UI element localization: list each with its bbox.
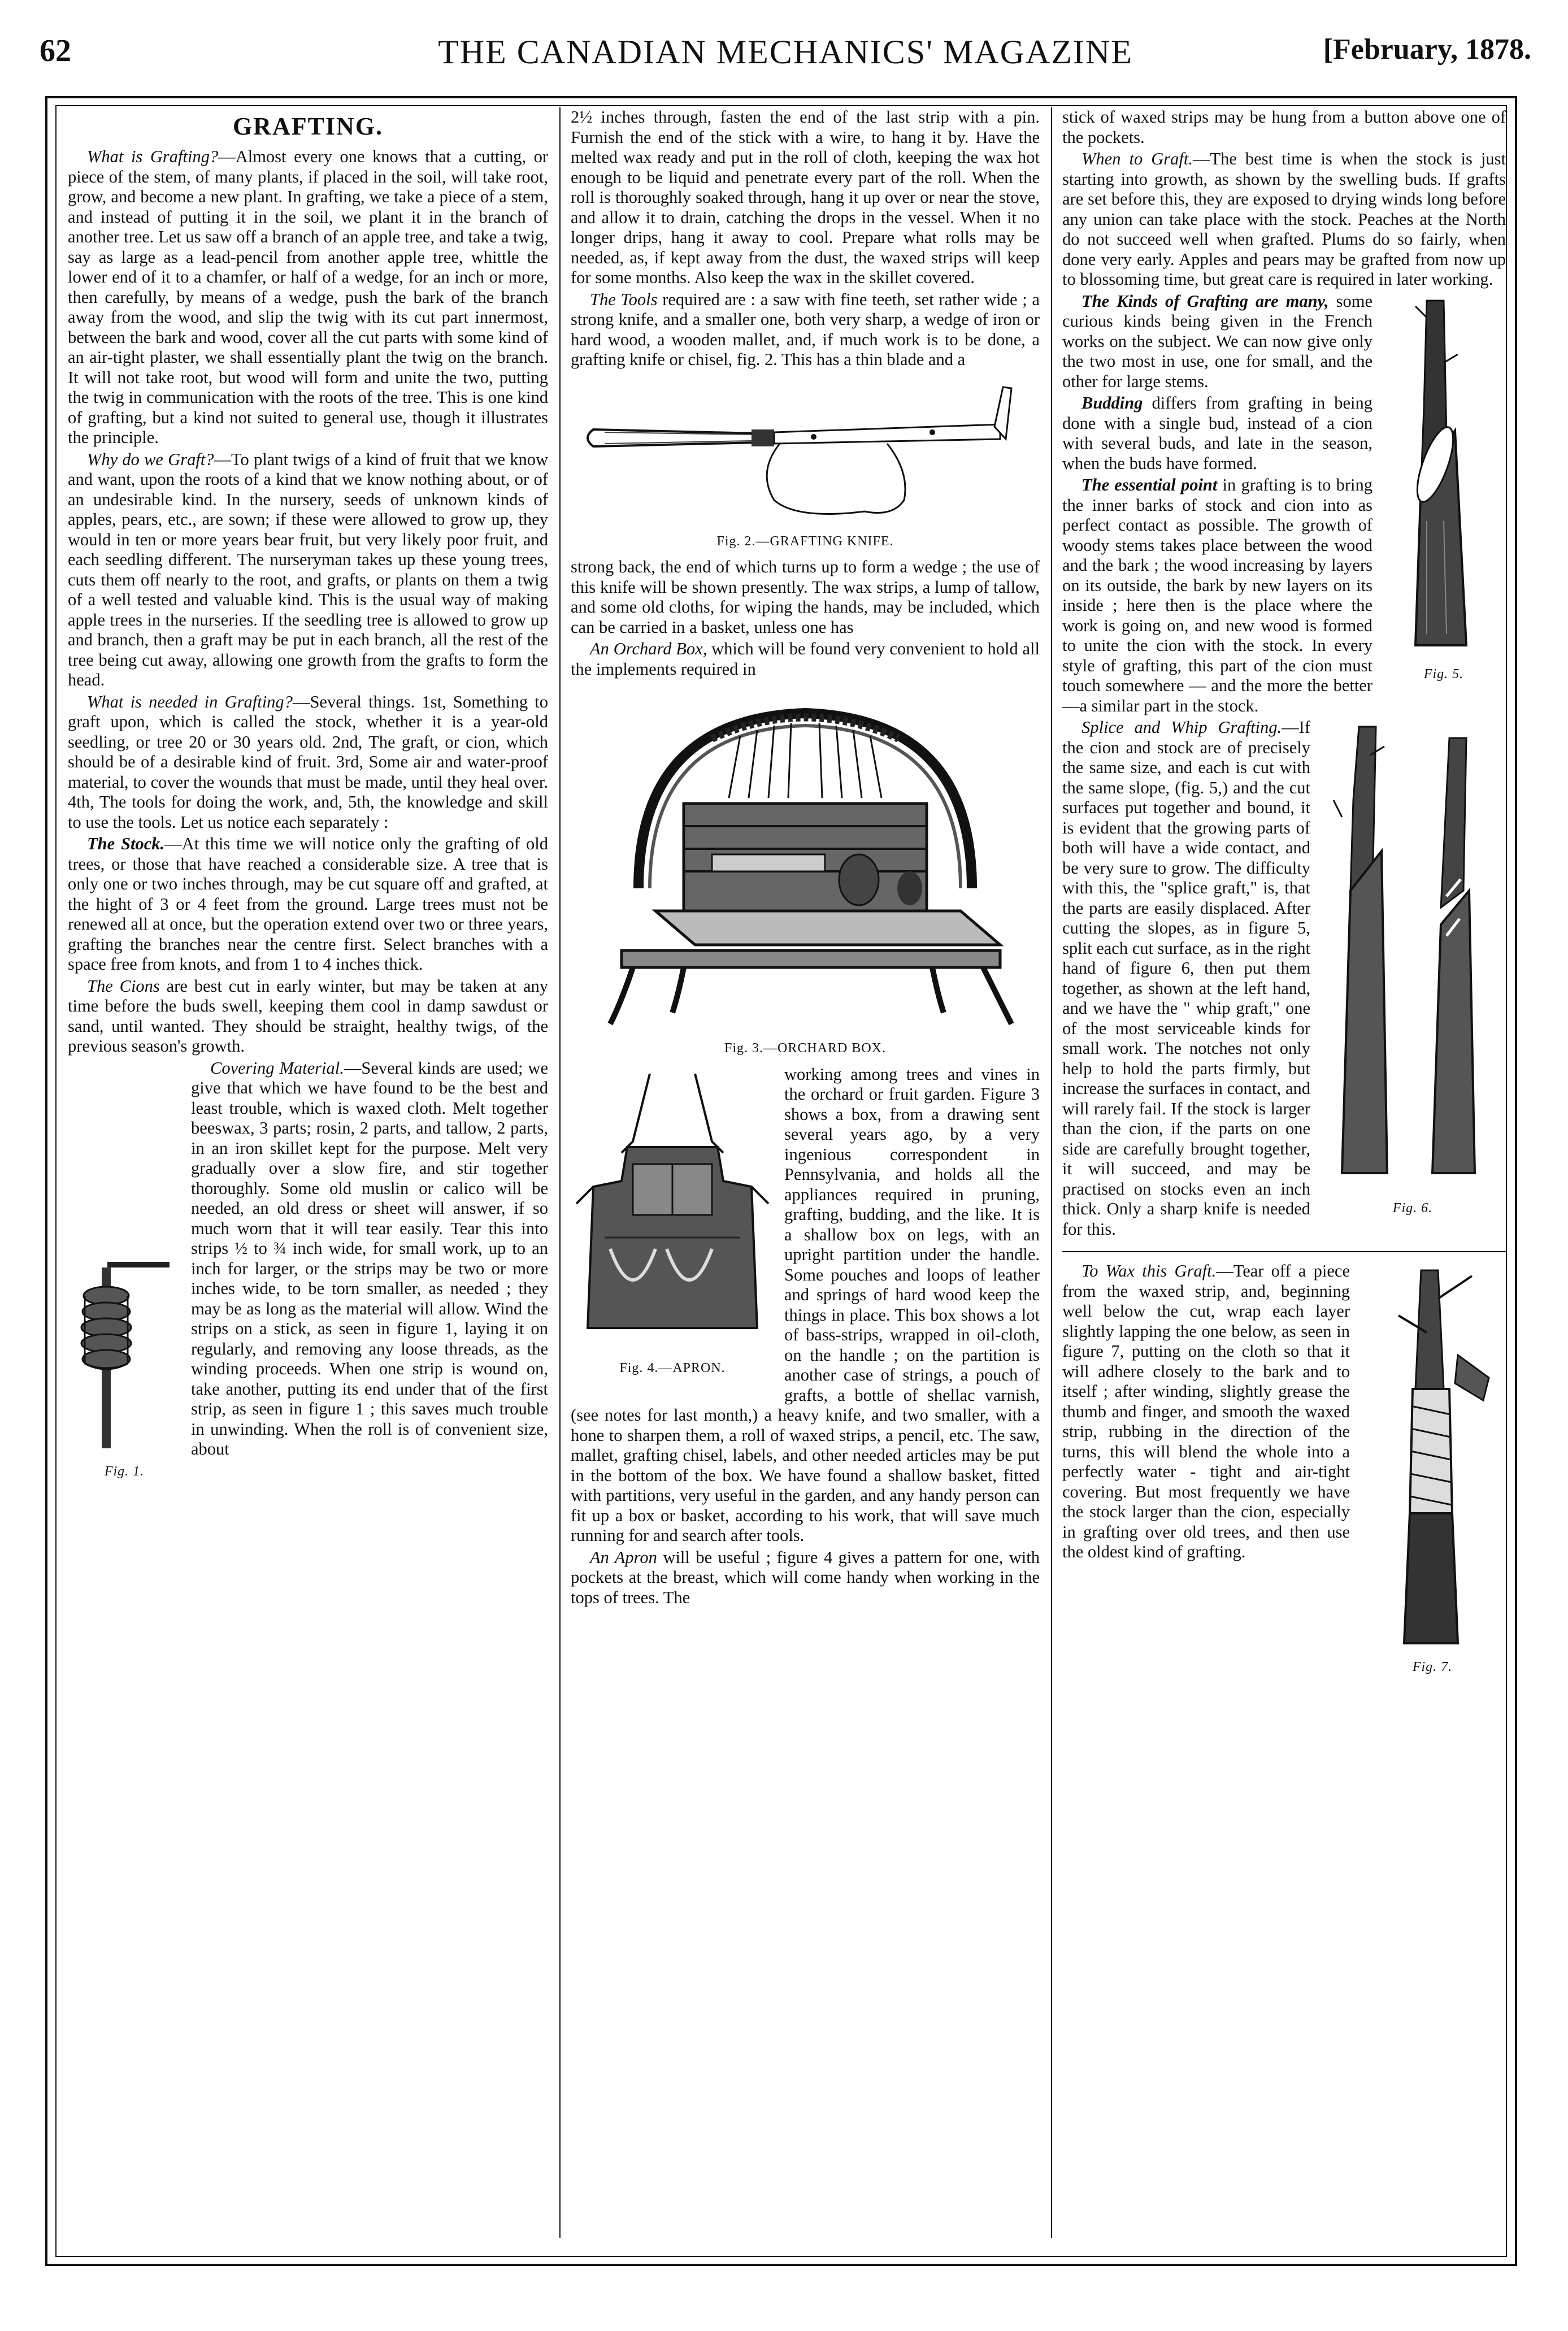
figure-5 xyxy=(1382,295,1506,691)
paragraph: The Kinds of Grafting are many, some curious kinds being given in the French works on the subject. We can now give only the two most in use, one for small, and the other for large stems. xyxy=(1062,291,1372,391)
article-heading: GRAFTING. xyxy=(232,112,384,140)
waxed-strip-roll-illustration xyxy=(68,1251,181,1454)
paragraph: What is Grafting?—Almost every one knows that a cutting, or piece of the stem, of many plants, if placed in the soil, will take root, grow, and become a new plant. In grafting, we take a piece of a stem, and instead of putting it in the soil, we plant it in the branch of another tree. Let us saw off a branch of an apple tree, and take a twig, say as large as a lead-pencil from another apple tree, whittle the lower end of it to a chamfer, or half of a wedge, for an inch or more, then carefully, by means of a wedge, push the bark of the branch away from the wood, and slip the twig with its cut part innermost, between the bark and wood, cover all the cut parts with some kind of an air-tight plaster, we shall essentially plant the twig on the branch. It will not take root, but wood will form and unite the two, putting the twig in communication with the roots of the tree. This is one kind of grafting, but a kind not suited to general use, though it illustrates the principle. xyxy=(68,147,548,447)
page-number: 62 xyxy=(40,33,71,68)
column-2 xyxy=(571,107,1040,2243)
paragraph: What is needed in Grafting?—Several things. 1st, Something to graft upon, which is called the stock, whether it is a year-old seedling, or tree 20 or 30 years old. 2nd, The graft, or cion, which should be of a desirable kind of fruit. 3rd, Some air and water-proof material, to cover the wounds that must be made, until they heal over. 4th, The tools for doing the work, and, 5th, the knowledge and skill to use the tools. Let us notice each separately : xyxy=(68,692,548,832)
paragraph: When to Graft.—The best time is when the stock is just starting into growth, as shown by the swelling buds. If grafts are set before this, they are exposed to drying winds long before any union can take place with the stock. Peaches at the North do not succeed well when grafted. Plums do so fairly, when done very early. Apples and pears may be grafted from now up to blossoming time, but great care is required in later working. xyxy=(1062,149,1506,289)
orchard-box-illustration xyxy=(571,685,1040,1035)
issue-date: [February, 1878. xyxy=(1323,33,1531,66)
column-divider xyxy=(1051,107,1052,2238)
paragraph: working among trees and vines in the orchard or fruit garden. Figure 3 shows a box, from a drawing sent several years ago, by a very ingenious correspondent in Pennsylvania, and holds all the appliances required in pruning, grafting, budding, and the like. It is a shallow box on legs, with an upright partition under the handle. Some pouches and loops of leather and springs of hard wood keep the things in place. This box shows a lot of bass-strips, wrapped in oil-cloth, on the handle ; on the partition is another case of strings, a pouch of grafts, a bottle of shellac varnish, (see notes for last month,) a heavy knife, and two smaller, with a hone to sharpen them, a roll of waxed strips, a pencil, etc. The saw, mallet, grafting chisel, labels, and other needed articles may be put in the bottom of the box. We have found a shallow basket, fitted with partitions, very useful in the garden, and any handy person can fit up a box or basket, according to his work, that will save much running for and search after tools. xyxy=(571,1064,1040,1545)
paragraph: To Wax this Graft.—Tear off a piece from the waxed strip, and, beginning well below the cut, wrap each layer slightly lapping the one below, as seen in figure 7, putting on the cloth so that it will adhere closely to the bark and to itself ; after winding, slightly grease the thumb and finger, and smooth the waxed strip, rubbing in the direction of the turns, this will blend the whole into a perfectly water - tight and air-tight covering. But most frequently we have the stock larger than the cion, especially in grafting over old trees, and then use the oldest kind of grafting. xyxy=(1062,1261,1350,1561)
figure-7-caption: Fig. 7. xyxy=(1412,1659,1453,1674)
magazine-title: THE CANADIAN MECHANICS' MAGAZINE xyxy=(438,33,1133,71)
figure-6-caption: Fig. 6. xyxy=(1392,1200,1433,1216)
running-head xyxy=(40,33,1531,78)
apron-illustration xyxy=(571,1068,774,1351)
figure-3-caption: Fig. 3.—ORCHARD BOX. xyxy=(724,1041,887,1056)
column-divider xyxy=(559,107,561,2238)
section-rule xyxy=(1062,1251,1506,1252)
figure-4 xyxy=(571,1068,774,1384)
figure-2-caption: Fig. 2.—GRAFTING KNIFE. xyxy=(716,533,894,549)
paragraph: Budding differs from grafting in being done with a single bud, instead of a cion with several buds, and late in the season, when the buds have formed. xyxy=(1062,393,1372,473)
figure-6 xyxy=(1319,721,1506,1224)
figure-1-caption: Fig. 1. xyxy=(104,1464,145,1479)
figure-7 xyxy=(1359,1265,1506,1683)
paragraph: The essential point in grafting is to bring the inner barks of stock and cion into as perfect contact as possible. The growth of woody stems takes place between the wood and the bark ; the wood increasing by layers on its outside, the bark by new layers on its inside ; here then is the place where the work is going on, and new wood is formed to unite the cion with the stock. In every style of grafting, this part of the cion must touch somewhere — and the more the better—a similar part in the stock. xyxy=(1062,475,1372,715)
whip-graft-illustration xyxy=(1319,721,1506,1190)
paragraph: The Stock.—At this time we will notice only the grafting of old trees, or those that have reached a considerable size. A tree that is only one or two inches through, may be cut square off and grafted, at the hight of 3 or 4 feet from the ground. Large trees must not be renewed all at once, but the operation extend over two or three years, grafting the branches near the centre first. Select branches with a space free from knots, and from 1 to 4 inches thick. xyxy=(68,834,548,974)
paragraph: Why do we Graft?—To plant twigs of a kind of fruit that we know and want, upon the roots of a kind that we know nothing about, or of an undesirable kind. In the nursery, seeds of unknown kinds of apples, pears, etc., are sown; if these were allowed to grow up, they would in ten or more years bear fruit, but very likely poor fruit, and each seedling different. The nurseryman takes up these young trees, cuts them off nearly to the root, and grafts, or plants on them a twig of a well tested and valuable kind. This is the usual way of making apple trees in the nurseries. If the seedling tree is allowed to grow up and branch, then a graft may be put in each branch, all the rest of the tree being cut away, allowing one growth from the grafts to form the head. xyxy=(68,449,548,689)
column-1 xyxy=(68,107,548,2243)
column-3 xyxy=(1062,107,1506,2243)
paragraph: Splice and Whip Grafting.—If the cion and stock are of precisely the same size, and each is cut with the same slope, (fig. 5,) and the cut surfaces put together and bound, it is evident that the growing parts of both will have a wide contact, and be very sure to grow. The difficulty with this, the "splice graft," is, that the parts are easily displaced. After cutting the slopes, as in figure 5, split each cut surface, as in the right hand of figure 6, then put them together, as shown at the left hand, and we have the " whip graft," one of the most serviceable kinds for small work. The notches not only help to hold the parts firmly, but increase the surfaces in contact, and will rarely fail. If the stock is larger than the cion, if the parts on one side are carefully brought together, it will succeed, and may be practised on stocks even an inch thick. Only a sharp knife is needed for this. xyxy=(1062,718,1310,1239)
grafting-knife-illustration xyxy=(571,376,1040,528)
paragraph: 2½ inches through, fasten the end of the last strip with a pin. Furnish the end of the stick with a wire, to hang it by. Have the melted wax ready and put in the roll of cloth, keeping the wax hot enough to be liquid and penetrate every part of the roll. When the roll is thoroughly soaked through, hang it up over or near the stove, and allow it to drain, catching the drops in the vessel. When it no longer drips, hang it away to cool. Prepare what rolls may be needed, as, if kept away from the dust, the waxed strips will keep for some months. Also keep the wax in the skillet covered. xyxy=(571,107,1040,287)
figure-4-caption: Fig. 4.—APRON. xyxy=(619,1361,726,1375)
paragraph: stick of waxed strips may be hung from a button above one of the pockets. xyxy=(1062,107,1506,147)
paragraph: An Apron will be useful ; figure 4 gives a pattern for one, with pockets at the breast, which will come handy when working in the tops of trees. The xyxy=(571,1547,1040,1607)
figure-5-caption: Fig. 5. xyxy=(1423,667,1464,681)
figure-3 xyxy=(571,685,1040,1059)
figure-1 xyxy=(68,1251,181,1488)
paragraph: The Tools required are : a saw with fine teeth, set rather wide ; a strong knife, and a smaller one, both very sharp, a wedge of iron or hard wood, a wooden mallet, and, if much work is to be done, a grafting knife or chisel, fig. 2. This has a thin blade and a xyxy=(571,289,1040,369)
paragraph: The Cions are best cut in early winter, but may be taken at any time before the buds swell, keeping them cool in damp sawdust or sand, until wanted. They should be straight, healthy twigs, of the previous season's growth. xyxy=(68,976,548,1056)
splice-graft-illustration xyxy=(1382,295,1506,657)
paragraph: An Orchard Box, which will be found very convenient to hold all the implements required in xyxy=(571,639,1040,679)
waxed-graft-illustration xyxy=(1359,1265,1506,1649)
paragraph: Covering Material.—Several kinds are used; we give that which we have found to be the best and least trouble, which is waxed cloth. Melt together beeswax, 3 parts; rosin, 2 parts, and tallow, 2 parts, in an iron skillet kept for the purpose. Melt very gradually over a slow fire, and stir together thoroughly. Some old muslin or calico will be needed, an old dress or sheet will answer, if so much worn that it will tear easily. Tear this into strips ½ to ¾ inch wide, for small work, up to an inch for larger, or the strips may be two or more inches wide, to be torn smaller, as needed ; they may be as long as the material will allow. Wind the strips on a stick, as seen in figure 1, laying it on regularly, and removing any loose threads, as the winding proceeds. When one strip is wound on, take another, putting its end under that of the first strip, as seen in figure 1 ; this saves much trouble in unwinding. When the roll is of convenient size, about xyxy=(191,1058,548,1458)
paragraph: strong back, the end of which turns up to form a wedge ; the use of this knife will be shown presently. The wax strips, a lump of tallow, and some old cloths, for wiping the hands, may be included, which can be carried in a basket, unless one has xyxy=(571,557,1040,637)
figure-2 xyxy=(571,376,1040,552)
